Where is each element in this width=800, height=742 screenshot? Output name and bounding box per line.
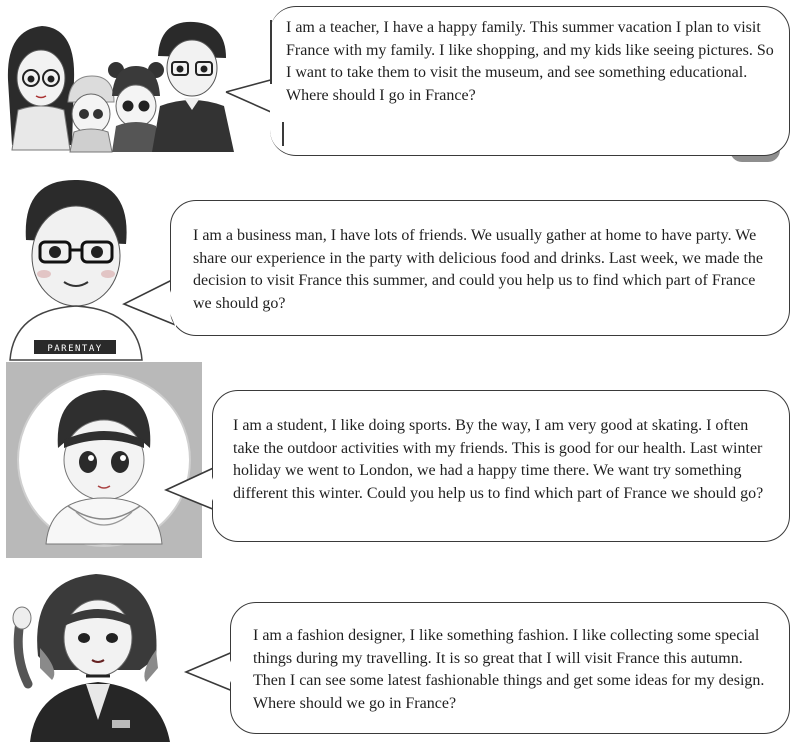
- persona-teacher: [0, 0, 800, 170]
- family-cartoon-icon: [0, 10, 250, 160]
- speech-bubble-tail-cover: [208, 462, 222, 522]
- speech-bubble-tail-cover: [226, 646, 240, 706]
- persona-student: [0, 362, 800, 558]
- shirt-text: PARENTAY: [47, 344, 103, 354]
- persona-fashion-designer: [0, 560, 800, 742]
- persona-text: I am a student, I like doing sports. By the way, I am very good at skating. I often take the outdoor activities with my friends. This is good for our health. Last winter holiday we went to London, we had a happy time there. We want try something different this winter. Could you help us to find which part of France we should go?: [233, 417, 764, 502]
- bubble-left-edge: [270, 20, 272, 84]
- persona-text: I am a business man, I have lots of friends. We usually gather at home to have party. We share our experience in the party with delicious food and drinks. Last week, we made the decision to visit France this summer, and could you help us to find which part of France we should go?: [193, 227, 764, 312]
- speech-bubble: [212, 390, 790, 542]
- persona-business-man: [0, 170, 800, 360]
- persona-text: I am a fashion designer, I like something fashion. I like collecting some special things during my travelling. It is so great that I will visit France this autumn. Then I can see some latest fashionable things and get some ideas for my design. Where should we go in France?: [253, 627, 765, 712]
- persona-text: I am a teacher, I have a happy family. This summer vacation I plan to visit France with my family. I like shopping, and my kids like seeing pictures. So I want to take them to visit the museum, and see something educational. Where should I go in France?: [286, 19, 774, 104]
- bubble-left-edge: [282, 122, 284, 146]
- speech-bubble: [270, 6, 790, 156]
- speech-bubble-tail-cover: [166, 274, 180, 334]
- speech-bubble: [170, 200, 790, 336]
- speech-bubble: [230, 602, 790, 734]
- fashion-girl-icon: [0, 560, 200, 742]
